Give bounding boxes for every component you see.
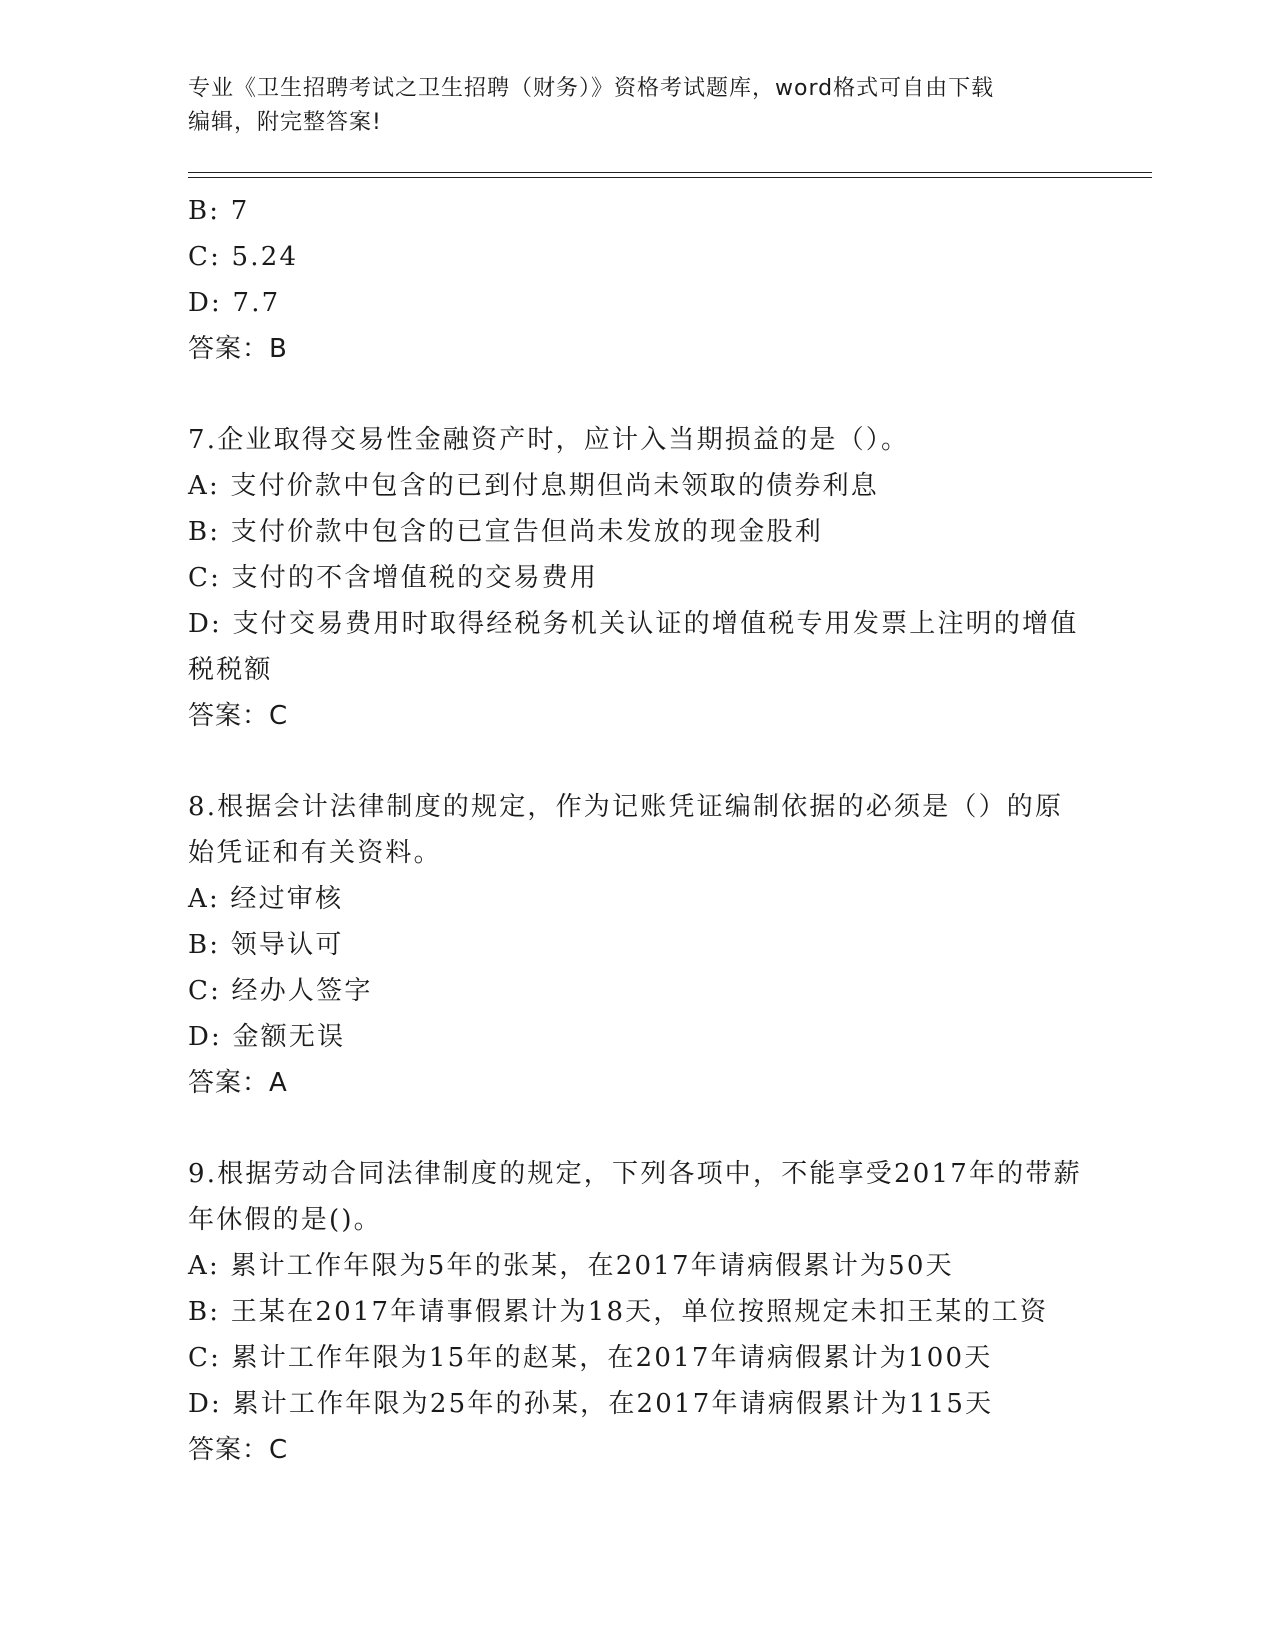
header-divider-bottom <box>188 177 1152 178</box>
option-b: B: 领导认可 <box>188 930 344 960</box>
option-b: B: 王某在2017年请事假累计为18天，单位按照规定未扣王某的工资 <box>188 1297 1049 1327</box>
answer-label: 答案：B <box>188 334 288 364</box>
option-d: D: 金额无误 <box>188 1022 346 1052</box>
header-title-line-1: 专业《卫生招聘考试之卫生招聘（财务）》资格考试题库，word格式可自由下载 <box>188 76 995 101</box>
question-text: 7.企业取得交易性金融资产时，应计入当期损益的是（）。 <box>188 425 910 455</box>
question-block-prev <box>188 188 1088 372</box>
option-c: C: 经办人签字 <box>188 976 373 1006</box>
answer-label: 答案：A <box>188 1068 288 1098</box>
option-d: D: 累计工作年限为25年的孙某，在2017年请病假累计为115天 <box>188 1389 994 1419</box>
question-list <box>188 188 1088 1473</box>
option-b: B: 7 <box>188 196 250 226</box>
header-divider-top <box>188 172 1152 173</box>
spacer <box>188 739 1088 784</box>
option-d: D: 支付交易费用时取得经税务机关认证的增值税专用发票上注明的增值税税额 <box>188 609 1079 685</box>
question-text: 8.根据会计法律制度的规定，作为记账凭证编制依据的必须是（）的原始凭证和有关资料。 <box>188 792 1064 868</box>
page-header <box>188 72 1088 140</box>
question-block-9 <box>188 1151 1088 1473</box>
answer-label: 答案：C <box>188 701 289 731</box>
option-a: A: 支付价款中包含的已到付息期但尚未领取的债券利息 <box>188 471 880 501</box>
header-title-line-2: 编辑，附完整答案! <box>188 110 382 135</box>
option-c: C: 累计工作年限为15年的赵某，在2017年请病假累计为100天 <box>188 1343 993 1373</box>
answer-label: 答案：C <box>188 1435 289 1465</box>
option-a: A: 累计工作年限为5年的张某，在2017年请病假累计为50天 <box>188 1251 954 1281</box>
spacer <box>188 1106 1088 1151</box>
question-text: 9.根据劳动合同法律制度的规定，下列各项中，不能享受2017年的带薪年休假的是()。 <box>188 1159 1082 1235</box>
question-block-8 <box>188 784 1088 1106</box>
option-c: C: 支付的不含增值税的交易费用 <box>188 563 599 593</box>
spacer <box>188 372 1088 417</box>
option-b: B: 支付价款中包含的已宣告但尚未发放的现金股利 <box>188 517 823 547</box>
option-a: A: 经过审核 <box>188 884 344 914</box>
option-c: C: 5.24 <box>188 242 299 272</box>
question-block-7 <box>188 417 1088 739</box>
option-d: D: 7.7 <box>188 288 281 318</box>
